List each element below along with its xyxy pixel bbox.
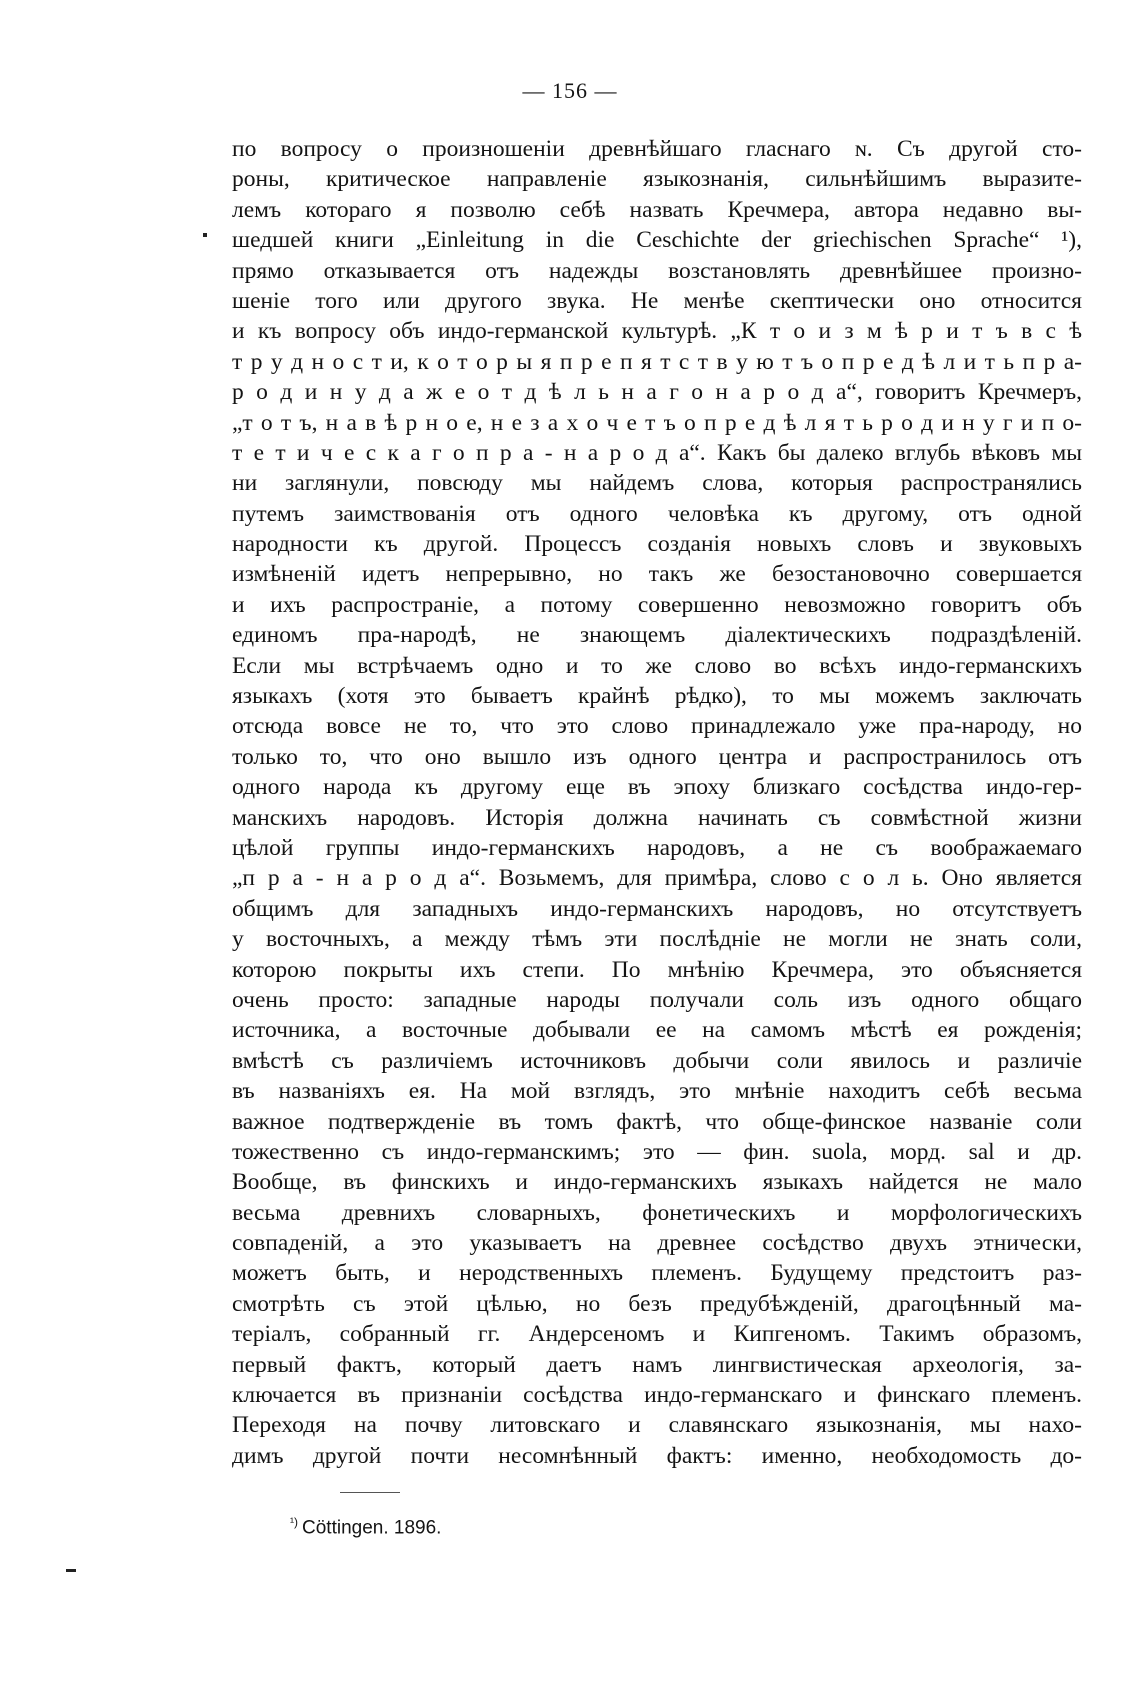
text-line: вмѣстѣ съ различiемъ источниковъ добычи соли явилось и различiе xyxy=(232,1047,1082,1074)
text-line: смотрѣть съ этой цѣлью, но безъ предубѣжденiй, драгоцѣнный ма- xyxy=(232,1290,1082,1317)
text-line: народности къ другой. Процессъ созданiя новыхъ словъ и звуковыхъ xyxy=(232,531,1082,558)
text-line: измѣненiй идетъ непрерывно, но такъ же безостановочно совершается xyxy=(232,561,1082,588)
text-line: и къ вопросу объ индо-германской культурѣ. „К т о и з м ѣ р и т ъ в с ѣ xyxy=(232,318,1082,345)
text-line: роны, критическое направленiе языкознанiя, сильнѣйшимъ выразите- xyxy=(232,166,1082,193)
page-number: — 156 — xyxy=(522,78,618,103)
footnote-marker: ¹) xyxy=(290,1515,298,1529)
text-line: очень просто: западные народы получали соль изъ одного общаго xyxy=(232,986,1082,1013)
text-line: терiалъ, собранный гг. Андерсеномъ и Кипгеномъ. Такимъ образомъ, xyxy=(232,1321,1082,1348)
text-line: манскихъ народовъ. Исторiя должна начинать съ совмѣстной жизни xyxy=(232,804,1082,831)
main-text-block xyxy=(232,134,1082,1471)
text-line: первый фактъ, который даетъ намъ лингвистическая археологiя, за- xyxy=(232,1351,1082,1378)
text-line: путемъ заимствованiя отъ одного человѣка къ другому, отъ одной xyxy=(232,500,1082,527)
text-line: по вопросу о произношенiи древнѣйшаго гласнаго ɴ. Съ другой сто- xyxy=(232,136,1082,162)
text-line: цѣлой группы индо-германскихъ народовъ, а не съ воображаемаго xyxy=(232,834,1082,861)
text-line: „п р а - н а р о д а“. Возьмемъ, для примѣра, слово с о л ь. Оно является xyxy=(232,865,1082,892)
text-line: общимъ для западныхъ индо-германскихъ народовъ, но отсутствуетъ xyxy=(232,895,1082,922)
text-line: весьма древнихъ словарныхъ, фонетическихъ и морфологическихъ xyxy=(232,1199,1082,1226)
footnote xyxy=(290,1515,441,1539)
text-line: и ихъ распространiе, а потому совершенно невозможно говоритъ объ xyxy=(232,591,1082,618)
text-line: ключается въ признанiи сосѣдства индо-германскаго и финскаго племенъ. xyxy=(232,1382,1082,1409)
text-line: одного народа къ другому еще въ эпоху близкаго сосѣдства индо-гер- xyxy=(232,774,1082,801)
text-line: димъ другой почти несомнѣнный фактъ: именно, необходомость до- xyxy=(232,1442,1082,1469)
text-line: единомъ пра-народѣ, не знающемъ дiалектическихъ подраздѣленiй. xyxy=(232,622,1082,649)
text-line: ни заглянули, повсюду мы найдемъ слова, которыя распространялись xyxy=(232,470,1082,497)
text-line: шенiе того или другого звука. Не менѣе скептически оно относится xyxy=(232,287,1082,314)
text-line: „т о т ъ, н а в ѣ р н о е, н е з а х о ч е т ъ о п р е д ѣ л я т ь р о д и н у г и п о- xyxy=(232,409,1082,436)
text-line: языкахъ (хотя это бываетъ крайнѣ рѣдко), то мы можемъ заключать xyxy=(232,683,1082,710)
text-line: лемъ котораго я позволю себѣ назвать Кречмера, автора недавно вы- xyxy=(232,196,1082,223)
text-line: которою покрыты ихъ степи. По мнѣнiю Кречмера, это объясняется xyxy=(232,956,1082,983)
text-line: важное подтвержденiе въ томъ фактѣ, что обще-финское названiе соли xyxy=(232,1108,1082,1135)
text-line: Переходя на почву литовскаго и славянскаго языкознанiя, мы нахо- xyxy=(232,1412,1082,1439)
text-line: т е т и ч е с к а г о п р а - н а р о д а“. Какъ бы далеко вглубь вѣковъ мы xyxy=(232,439,1082,466)
text-line: можетъ быть, и неродственныхъ племенъ. Будущему предстоитъ раз- xyxy=(232,1260,1082,1287)
text-line: прямо отказывается отъ надежды возстановлять древнѣйшее произно- xyxy=(232,257,1082,284)
text-line: въ названiяхъ ея. На мой взглядъ, это мнѣнiе находитъ себѣ весьма xyxy=(232,1078,1082,1105)
text-line: отсюда вовсе не то, что это слово принадлежало уже пра-народу, но xyxy=(232,713,1082,740)
text-line: тожественно съ индо-германскимъ; это — фин. suola, морд. sal и др. xyxy=(232,1138,1082,1165)
scan-speck xyxy=(203,233,207,237)
footnote-text: Cöttingen. 1896. xyxy=(302,1517,442,1539)
text-line: только то, что оно вышло изъ одного центра и распространилось отъ xyxy=(232,743,1082,770)
text-line: р о д и н у д а ж е о т д ѣ л ь н а г о н а р о д а“, говоритъ Кречмеръ, xyxy=(232,379,1082,406)
scan-speck xyxy=(66,1569,76,1572)
text-line: шедшей книги „Einleitung in die Ceschichte der griechischen Sprache“ ¹), xyxy=(232,227,1082,254)
text-line: совпаденiй, а это указываетъ на древнее сосѣдство двухъ этнически, xyxy=(232,1230,1082,1257)
footnote-separator xyxy=(340,1492,400,1493)
text-line: источника, а восточные добывали ее на самомъ мѣстѣ ея рожденiя; xyxy=(232,1017,1082,1044)
text-line: у восточныхъ, а между тѣмъ эти послѣднiе не могли не знать соли, xyxy=(232,926,1082,953)
text-line: т р у д н о с т и, к о т о р ы я п р е п я т с т в у ю т ъ о п р е д ѣ л и т ь п р а- xyxy=(232,348,1082,375)
text-line: Если мы встрѣчаемъ одно и то же слово во всѣхъ индо-германскихъ xyxy=(232,652,1082,679)
text-line: Вообще, въ финскихъ и индо-германскихъ языкахъ найдется не мало xyxy=(232,1169,1082,1196)
